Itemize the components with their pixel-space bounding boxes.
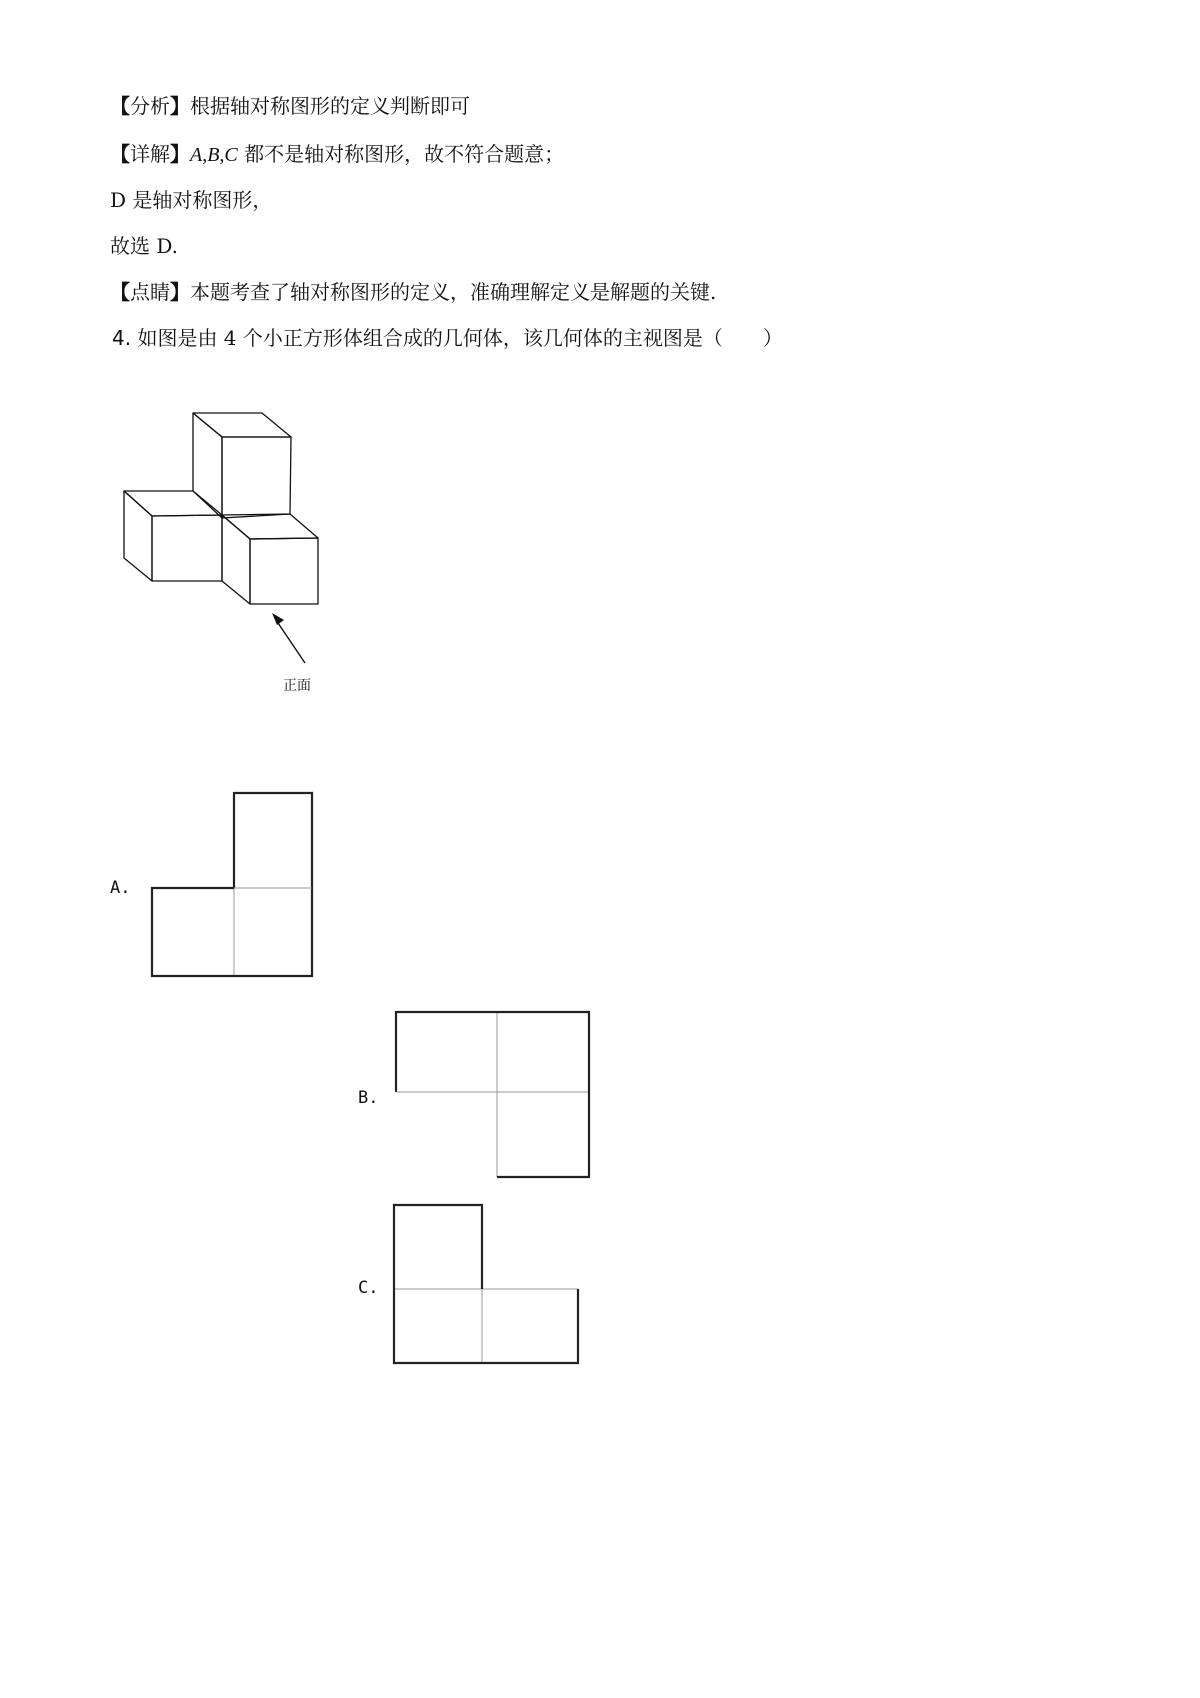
right-cube-front-face <box>250 538 318 604</box>
right-cube-side-face <box>222 515 250 604</box>
option-a-figure <box>152 793 312 976</box>
option-b-figure <box>396 1012 589 1177</box>
xiangjie-vars: A,B,C <box>190 144 238 166</box>
dianjing-tag: 点睛 <box>130 280 170 304</box>
question-text: 如图是由 4 个小正方形体组合成的几何体，该几何体的主视图是（ ） <box>137 326 783 350</box>
option-c-figure <box>394 1205 578 1363</box>
option-a-label[interactable]: A. <box>110 878 131 898</box>
left-cube-side-face <box>124 491 152 581</box>
cube-assembly-figure <box>124 413 318 604</box>
front-caption: 正面 <box>283 678 311 694</box>
front-arrow-icon <box>272 613 305 663</box>
fenxi-text: 根据轴对称图形的定义判断即可 <box>190 94 470 118</box>
fenxi-tag: 分析 <box>130 94 170 118</box>
analysis-line-fenxi: 【分析】根据轴对称图形的定义判断即可 <box>110 94 470 118</box>
question-number: 4. <box>112 326 132 350</box>
analysis-line-3: D 是轴对称图形， <box>110 188 273 212</box>
analysis-line-4: 故选 D. <box>110 234 179 258</box>
dianjing-text: 本题考查了轴对称图形的定义，准确理解定义是解题的关键. <box>190 280 717 304</box>
option-b-label[interactable]: B. <box>358 1088 379 1108</box>
option-c-label[interactable]: C. <box>358 1278 379 1298</box>
xiangjie-tag: 详解 <box>130 142 170 166</box>
analysis-line-dianjing: 【点睛】本题考查了轴对称图形的定义，准确理解定义是解题的关键. <box>110 280 717 304</box>
top-cube-front-face <box>222 437 291 518</box>
analysis-line-xiangjie: 【详解】A,B,C 都不是轴对称图形，故不符合题意； <box>110 142 565 166</box>
left-cube-front-face <box>152 515 222 581</box>
xiangjie-text: 都不是轴对称图形，故不符合题意； <box>237 142 565 166</box>
